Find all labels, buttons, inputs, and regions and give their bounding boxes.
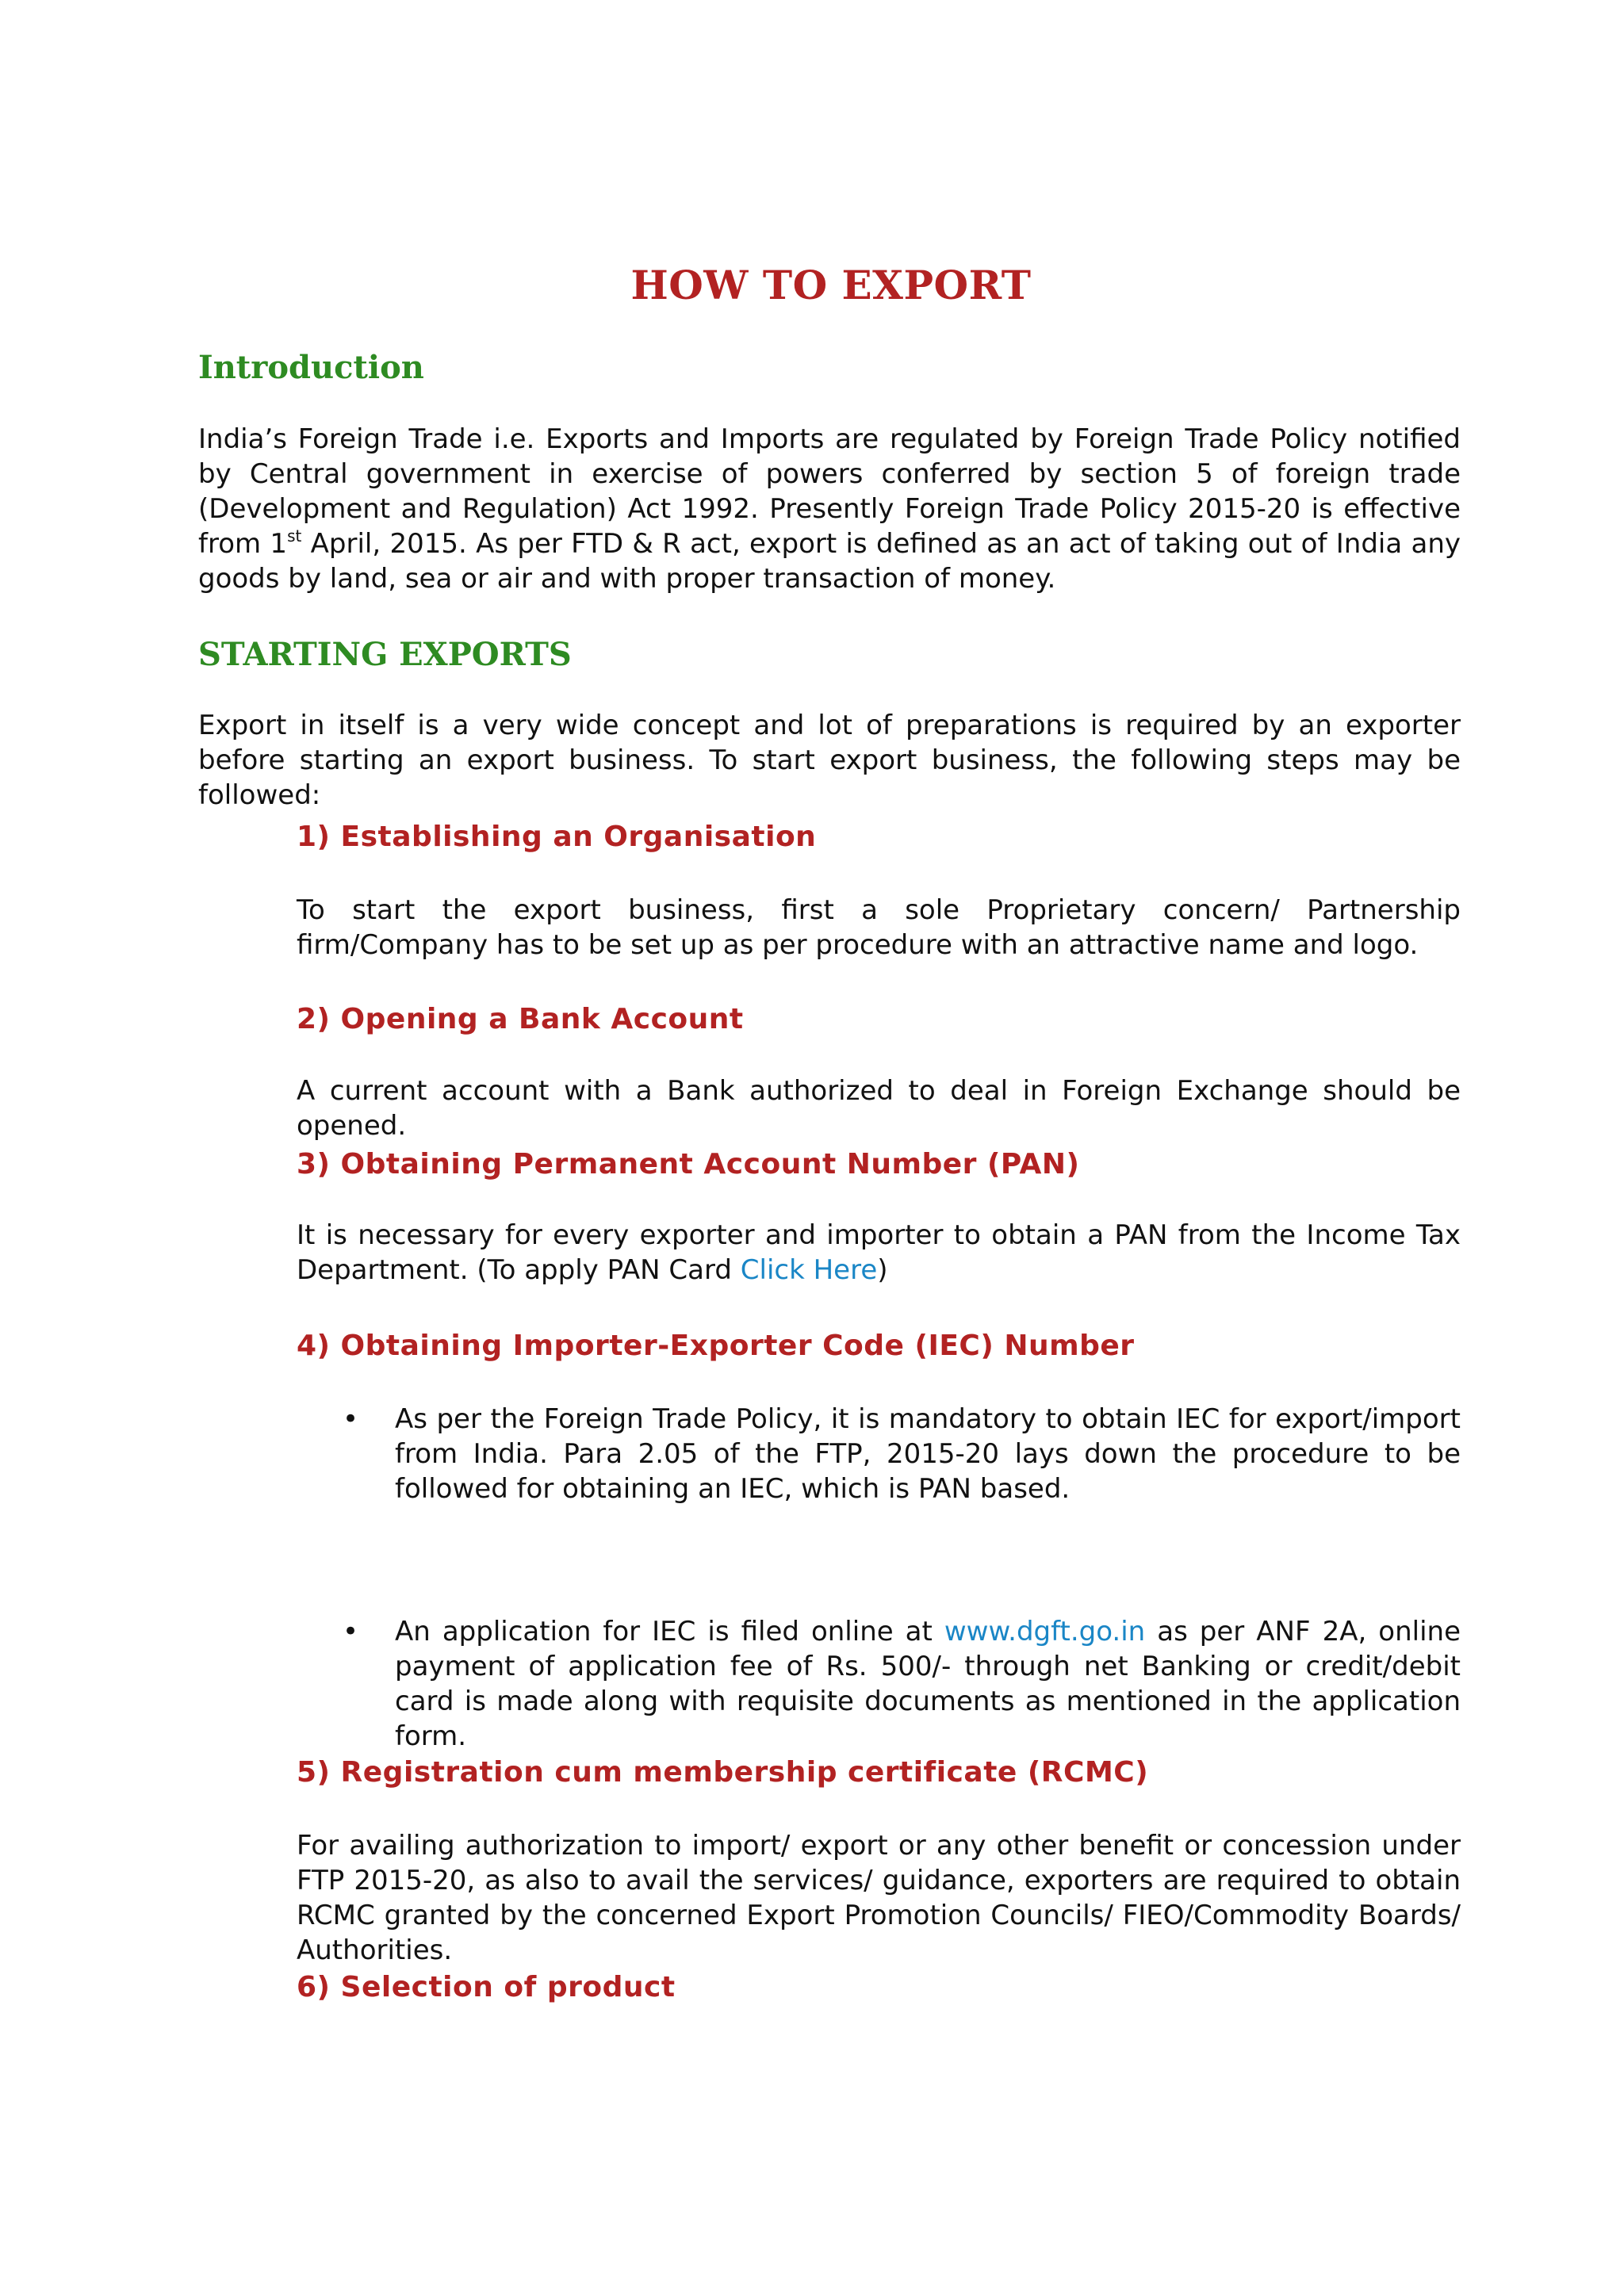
step5-paragraph: For availing authorization to import/ export or any other benefit or concession under FTP 2015-20, as also to avail the services/ guidance, exporters are required to obtain RCMC granted by the concerned Export Promotion Councils/ FIEO/Commodity Boards/ Authorities. bbox=[297, 1830, 1461, 1966]
step4-bullet2-text-end: as per ANF 2A, online payment of application fee of Rs. 500/- through net Banking or credit/debit card is made along with requisite documents as mentioned in the application form. bbox=[395, 1616, 1461, 1752]
step4-bullet2-text: An application for IEC is filed online at bbox=[395, 1616, 944, 1647]
step4-bullet2 bbox=[395, 1614, 1461, 1754]
pan-click-here-link[interactable]: Click Here bbox=[740, 1254, 878, 1286]
step1-paragraph: To start the export business, first a sole Proprietary concern/ Partnership firm/Company has to be set up as per procedure with an attractive name and logo. bbox=[297, 894, 1461, 961]
step3-heading: 3) Obtaining Permanent Account Number (PAN) bbox=[297, 1148, 1080, 1181]
introduction-heading: Introduction bbox=[198, 349, 424, 386]
step3-text-end: ) bbox=[877, 1254, 888, 1286]
step3-text: It is necessary for every exporter and importer to obtain a PAN from the Income Tax Department. (To apply PAN Card bbox=[297, 1219, 1461, 1286]
step4-bullet1: As per the Foreign Trade Policy, it is mandatory to obtain IEC for export/import from India. Para 2.05 of the FTP, 2015-20 lays down the procedure to be followed for obtaining an IEC, which is PAN based. bbox=[395, 1403, 1461, 1505]
intro-superscript: st bbox=[287, 526, 302, 545]
introduction-paragraph bbox=[198, 422, 1461, 596]
dgft-link[interactable]: www.dgft.go.in bbox=[944, 1616, 1146, 1647]
step4-heading: 4) Obtaining Importer-Exporter Code (IEC) Number bbox=[297, 1330, 1135, 1362]
step5-heading: 5) Registration cum membership certificate (RCMC) bbox=[297, 1756, 1149, 1789]
step2-paragraph: A current account with a Bank authorized to deal in Foreign Exchange should be opened. bbox=[297, 1075, 1461, 1142]
step2-heading: 2) Opening a Bank Account bbox=[297, 1003, 744, 1035]
step3-paragraph bbox=[297, 1218, 1461, 1288]
step6-heading: 6) Selection of product bbox=[297, 1971, 676, 2003]
starting-exports-paragraph: Export in itself is a very wide concept and lot of preparations is required by an exporter before starting an export business. To start export business, the following steps may be followed: bbox=[198, 710, 1461, 811]
bullet-icon: • bbox=[343, 1403, 359, 1435]
step1-heading: 1) Establishing an Organisation bbox=[297, 821, 817, 853]
bullet-icon: • bbox=[343, 1616, 359, 1647]
intro-text-part1: India’s Foreign Trade i.e. Exports and Imports are regulated by Foreign Trade Policy notified by Central government in exercise of powers conferred by section 5 of foreign trade (Development and Regulation) Act 1992. Presently Foreign Trade Policy 2015-20 is effective from 1 bbox=[198, 423, 1461, 560]
page-title: HOW TO EXPORT bbox=[630, 262, 1032, 308]
starting-exports-heading: STARTING EXPORTS bbox=[198, 636, 572, 673]
intro-text-part2: April, 2015. As per FTD & R act, export is defined as an act of taking out of India any goods by land, sea or air and with proper transaction of money. bbox=[198, 528, 1461, 595]
